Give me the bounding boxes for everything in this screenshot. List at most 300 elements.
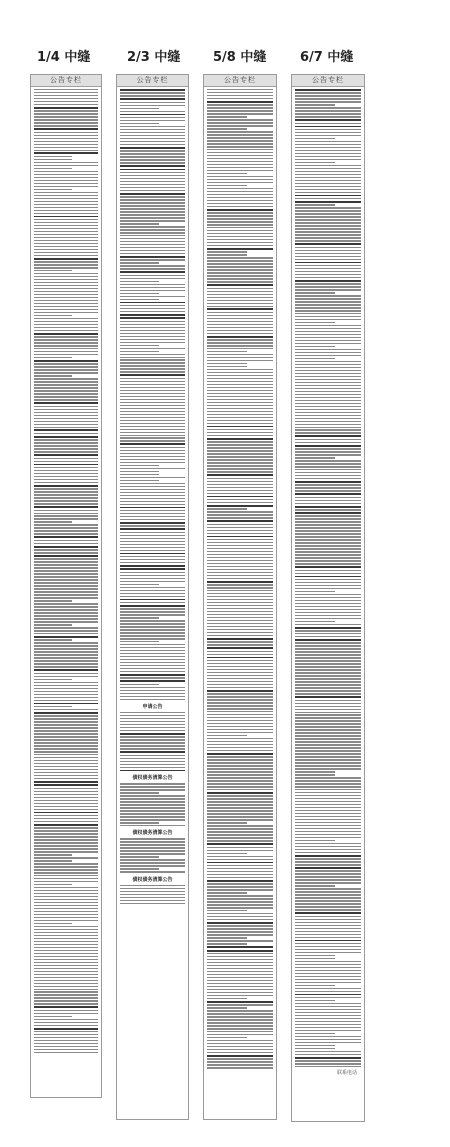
text-line: [34, 648, 98, 649]
text-line: [120, 217, 185, 218]
text-line: [120, 402, 185, 403]
text-line: [295, 1030, 361, 1031]
text-line: [34, 369, 98, 370]
text-line: [207, 1064, 273, 1065]
text-line: [207, 608, 273, 609]
text-line: [295, 192, 361, 193]
text-line: [34, 503, 98, 504]
text-line: [120, 259, 185, 260]
text-line: [34, 739, 98, 740]
text-line: [120, 287, 185, 288]
text-line: [120, 807, 185, 808]
text-line: [120, 764, 185, 765]
text-line: [295, 813, 361, 814]
text-line: [120, 359, 185, 360]
text-line: [34, 612, 98, 613]
text-line: [34, 396, 98, 397]
text-line: [120, 374, 185, 376]
text-line: [295, 723, 361, 724]
text-line: [295, 753, 361, 754]
text-line: [295, 545, 361, 546]
text-line: [34, 733, 98, 734]
text-line: [120, 172, 185, 173]
text-line: [295, 310, 361, 311]
text-line: [207, 587, 273, 588]
text-line: [295, 361, 361, 362]
text-line: [120, 414, 185, 415]
text-line: [207, 774, 273, 775]
text-line: [207, 372, 273, 373]
text-line: [34, 639, 72, 640]
text-line: [207, 635, 273, 636]
text-line: [34, 842, 98, 843]
text-line: [34, 860, 72, 861]
text-line: [295, 991, 361, 992]
text-line: [207, 405, 273, 406]
text-line: [34, 119, 98, 120]
text-line: [120, 629, 185, 630]
text-line: [207, 974, 273, 975]
text-line: [34, 923, 72, 924]
text-line: [34, 429, 98, 431]
text-line: [34, 156, 72, 157]
text-line: [120, 443, 185, 445]
text-line: [295, 286, 361, 287]
text-line: [34, 636, 98, 638]
text-line: [34, 533, 98, 534]
text-line: [34, 994, 98, 995]
text-line: [207, 438, 273, 440]
text-line: [120, 891, 185, 892]
text-line: [120, 396, 185, 397]
text-line: [207, 1031, 273, 1032]
text-line: [295, 645, 361, 646]
text-line: [295, 906, 361, 907]
text-line: [207, 499, 273, 500]
text-line: [34, 467, 98, 468]
text-line: [120, 135, 185, 136]
text-line: [295, 228, 361, 229]
text-line: [120, 798, 185, 799]
text-line: [295, 831, 361, 832]
text-line: [295, 1048, 335, 1049]
text-line: [207, 735, 247, 736]
text-line: [295, 150, 361, 151]
text-line: [34, 706, 72, 707]
text-line: [207, 943, 247, 944]
text-line: [34, 760, 98, 761]
text-line: [120, 138, 185, 139]
text-line: [34, 1028, 98, 1030]
text-line: [34, 824, 98, 826]
text-line: [207, 315, 273, 316]
text-line: [34, 809, 98, 810]
text-line: [34, 192, 98, 193]
text-line: [34, 336, 98, 337]
text-line: [34, 1037, 98, 1038]
text-line: [207, 669, 273, 670]
text-line: [295, 771, 335, 772]
text-line: [34, 742, 98, 743]
text-line: [34, 836, 98, 837]
text-line: [120, 108, 159, 109]
text-line: [34, 669, 98, 671]
text-line: [120, 241, 185, 242]
text-line: [34, 875, 98, 876]
text-line: [120, 572, 185, 573]
text-line: [34, 521, 72, 522]
text-line: [120, 278, 185, 279]
text-line: [295, 319, 361, 320]
notice-title: 债权债务清算公告: [132, 830, 173, 837]
text-line: [34, 327, 98, 328]
text-line: [120, 810, 185, 811]
text-line: [34, 866, 98, 867]
text-line: [120, 715, 185, 716]
text-line: [120, 712, 185, 713]
text-line: [34, 210, 98, 211]
text-line: [295, 870, 361, 871]
text-line: [207, 502, 273, 503]
text-line: [207, 934, 273, 935]
text-line: [34, 222, 98, 223]
text-line: [34, 730, 98, 731]
text-line: [120, 321, 185, 322]
text-line: [120, 641, 159, 642]
text-line: [295, 747, 361, 748]
text-line: [120, 196, 185, 197]
text-line: [295, 937, 361, 938]
text-line: [207, 215, 273, 216]
text-line: [207, 128, 247, 129]
text-line: [207, 381, 273, 382]
text-line: [207, 345, 273, 346]
text-line: [34, 567, 98, 568]
text-line: [295, 630, 361, 631]
text-line: [295, 729, 361, 730]
text-line: [295, 475, 361, 476]
text-line: [207, 699, 273, 700]
text-line: [295, 129, 361, 130]
text-line: [295, 615, 361, 616]
text-line: [207, 853, 247, 854]
text-line: [295, 391, 361, 392]
text-line: [295, 259, 361, 260]
text-line: [34, 997, 98, 998]
text-line: [295, 427, 361, 428]
text-line: [34, 582, 98, 583]
text-line: [34, 315, 72, 316]
text-line: [120, 256, 185, 258]
text-line: [295, 988, 361, 989]
text-line: [295, 979, 361, 980]
text-line: [295, 442, 361, 443]
text-line: [120, 223, 159, 224]
text-line: [34, 536, 98, 538]
notice-column-1: [30, 74, 102, 1098]
text-line: [120, 114, 185, 116]
text-line: [207, 101, 273, 103]
text-line: [207, 910, 247, 911]
text-line: [207, 330, 273, 331]
text-line: [207, 663, 273, 664]
text-line: [207, 937, 247, 938]
text-line: [207, 493, 273, 494]
text-line: [34, 748, 98, 749]
text-line: [295, 909, 361, 910]
text-line: [120, 718, 185, 719]
text-line: [34, 736, 98, 737]
text-line: [295, 536, 361, 537]
text-line: [120, 677, 185, 678]
text-line: [207, 762, 273, 763]
notice-column-4: [291, 74, 365, 1122]
text-line: [295, 919, 361, 920]
text-line: [120, 247, 185, 248]
text-line: [295, 1009, 361, 1010]
text-line: [207, 605, 273, 606]
column-body: [292, 87, 364, 1078]
text-line: [207, 672, 273, 673]
text-line: [295, 415, 361, 416]
text-line: [120, 211, 185, 212]
text-line: [207, 843, 273, 845]
text-line: [207, 396, 273, 397]
text-line: [120, 733, 185, 735]
text-line: [34, 174, 98, 175]
text-line: [120, 362, 185, 363]
text-line: [207, 254, 247, 255]
text-line: [120, 98, 185, 100]
text-line: [34, 956, 98, 957]
text-line: [120, 271, 185, 273]
text-line: [207, 798, 273, 799]
text-line: [207, 517, 273, 518]
text-line: [34, 1052, 98, 1053]
text-line: [34, 312, 98, 313]
text-line: [295, 295, 361, 296]
text-line: [120, 111, 185, 112]
text-line: [34, 294, 98, 295]
text-line: [295, 750, 361, 751]
text-line: [207, 563, 273, 564]
text-line: [207, 92, 273, 93]
text-line: [120, 838, 185, 839]
text-line: [120, 541, 185, 542]
text-line: [207, 462, 273, 463]
text-line: [34, 171, 98, 172]
text-line: [295, 693, 361, 694]
text-line: [207, 922, 273, 924]
text-line: [120, 299, 159, 300]
text-line: [207, 188, 273, 189]
text-line: [120, 405, 185, 406]
text-line: [207, 777, 273, 778]
text-line: [207, 959, 273, 960]
text-line: [120, 525, 185, 526]
text-line: [207, 596, 273, 597]
text-line: [207, 1046, 273, 1047]
text-line: [207, 459, 273, 460]
text-line: [34, 959, 98, 960]
text-line: [207, 360, 273, 361]
text-line: [34, 116, 98, 117]
text-line: [207, 143, 273, 144]
text-line: [34, 549, 98, 550]
text-line: [295, 213, 361, 214]
text-line: [120, 193, 185, 195]
text-line: [207, 453, 273, 454]
text-line: [295, 1042, 361, 1043]
text-line: [295, 726, 361, 727]
text-line: [120, 120, 185, 121]
text-line: [34, 255, 98, 256]
text-line: [34, 968, 98, 969]
text-line: [34, 339, 98, 340]
text-line: [295, 265, 361, 266]
text-line: [120, 751, 185, 753]
text-line: [207, 950, 273, 952]
text-line: [120, 565, 185, 567]
text-line: [120, 184, 185, 185]
text-line: [207, 369, 273, 370]
text-line: [295, 225, 361, 226]
text-line: [34, 618, 98, 619]
text-line: [207, 651, 273, 652]
text-line: [120, 250, 185, 251]
column-footer: 联系电话: [336, 1070, 357, 1077]
text-line: [207, 288, 273, 289]
text-line: [207, 1013, 273, 1014]
text-line: [295, 292, 335, 293]
text-line: [295, 515, 361, 516]
text-line: [120, 590, 185, 591]
text-line: [207, 768, 273, 769]
text-line: [295, 394, 361, 395]
text-line: [34, 228, 98, 229]
text-line: [207, 681, 273, 682]
text-line: [207, 104, 273, 105]
text-line: [120, 178, 185, 179]
text-line: [34, 609, 98, 610]
text-line: [207, 122, 273, 123]
text-line: [295, 738, 361, 739]
text-line: [207, 200, 273, 201]
text-line: [120, 789, 185, 790]
text-line: [207, 626, 273, 627]
text-line: [207, 862, 273, 864]
text-line: [207, 490, 273, 491]
text-line: [34, 908, 98, 909]
text-line: [295, 612, 361, 613]
text-line: [34, 576, 98, 577]
text-line: [295, 110, 361, 111]
text-line: [120, 644, 185, 645]
text-line: [120, 801, 185, 802]
notice-column-2: [116, 74, 189, 1120]
text-line: [207, 339, 273, 340]
text-line: [34, 600, 72, 601]
text-line: [34, 682, 98, 683]
text-line: [120, 562, 185, 563]
text-line: [34, 246, 98, 247]
text-line: [120, 745, 185, 746]
text-line: [34, 237, 98, 238]
text-line: [120, 742, 185, 743]
text-line: [295, 418, 361, 419]
text-line: [207, 107, 273, 108]
text-line: [295, 370, 361, 371]
text-line: [34, 1031, 98, 1032]
text-line: [295, 678, 361, 679]
text-line: [295, 961, 361, 962]
text-line: [34, 372, 98, 373]
text-line: [34, 357, 72, 358]
text-line: [207, 795, 273, 796]
text-line: [295, 512, 361, 514]
text-line: [295, 585, 361, 586]
text-line: [207, 468, 273, 469]
text-line: [207, 131, 273, 132]
text-line: [295, 355, 361, 356]
text-line: [34, 189, 72, 190]
text-line: [34, 827, 98, 828]
text-line: [120, 357, 185, 358]
column-label-2: 2/3 中缝: [127, 50, 181, 65]
text-line: [34, 630, 98, 631]
text-line: [207, 953, 273, 954]
text-line: [120, 144, 185, 145]
text-line: [207, 474, 273, 476]
text-line: [34, 818, 98, 819]
text-line: [207, 986, 273, 987]
text-line: [34, 570, 98, 571]
text-line: [207, 732, 273, 733]
text-line: [34, 351, 98, 352]
column-label-3: 5/8 中缝: [213, 50, 267, 65]
text-line: [295, 349, 361, 350]
text-line: [295, 268, 361, 269]
text-line: [207, 95, 273, 96]
text-line: [207, 892, 247, 893]
text-line: [295, 566, 361, 568]
text-line: [120, 417, 185, 418]
text-line: [120, 437, 185, 438]
text-line: [207, 1067, 273, 1068]
text-line: [120, 324, 185, 325]
text-line: [207, 780, 273, 781]
text-line: [295, 530, 361, 531]
text-line: [295, 271, 361, 272]
text-line: [295, 126, 361, 128]
text-line: [207, 850, 273, 851]
text-line: [120, 650, 185, 651]
text-line: [34, 772, 98, 773]
text-line: [34, 685, 98, 686]
text-line: [295, 201, 361, 203]
text-line: [120, 495, 185, 496]
text-line: [34, 479, 98, 480]
text-line: [120, 462, 185, 463]
text-line: [120, 510, 185, 511]
text-line: [207, 263, 273, 264]
text-line: [295, 542, 361, 543]
text-line: [207, 868, 273, 869]
text-line: [207, 759, 273, 760]
text-line: [207, 484, 273, 485]
text-line: [34, 201, 98, 202]
text-line: [34, 645, 98, 646]
